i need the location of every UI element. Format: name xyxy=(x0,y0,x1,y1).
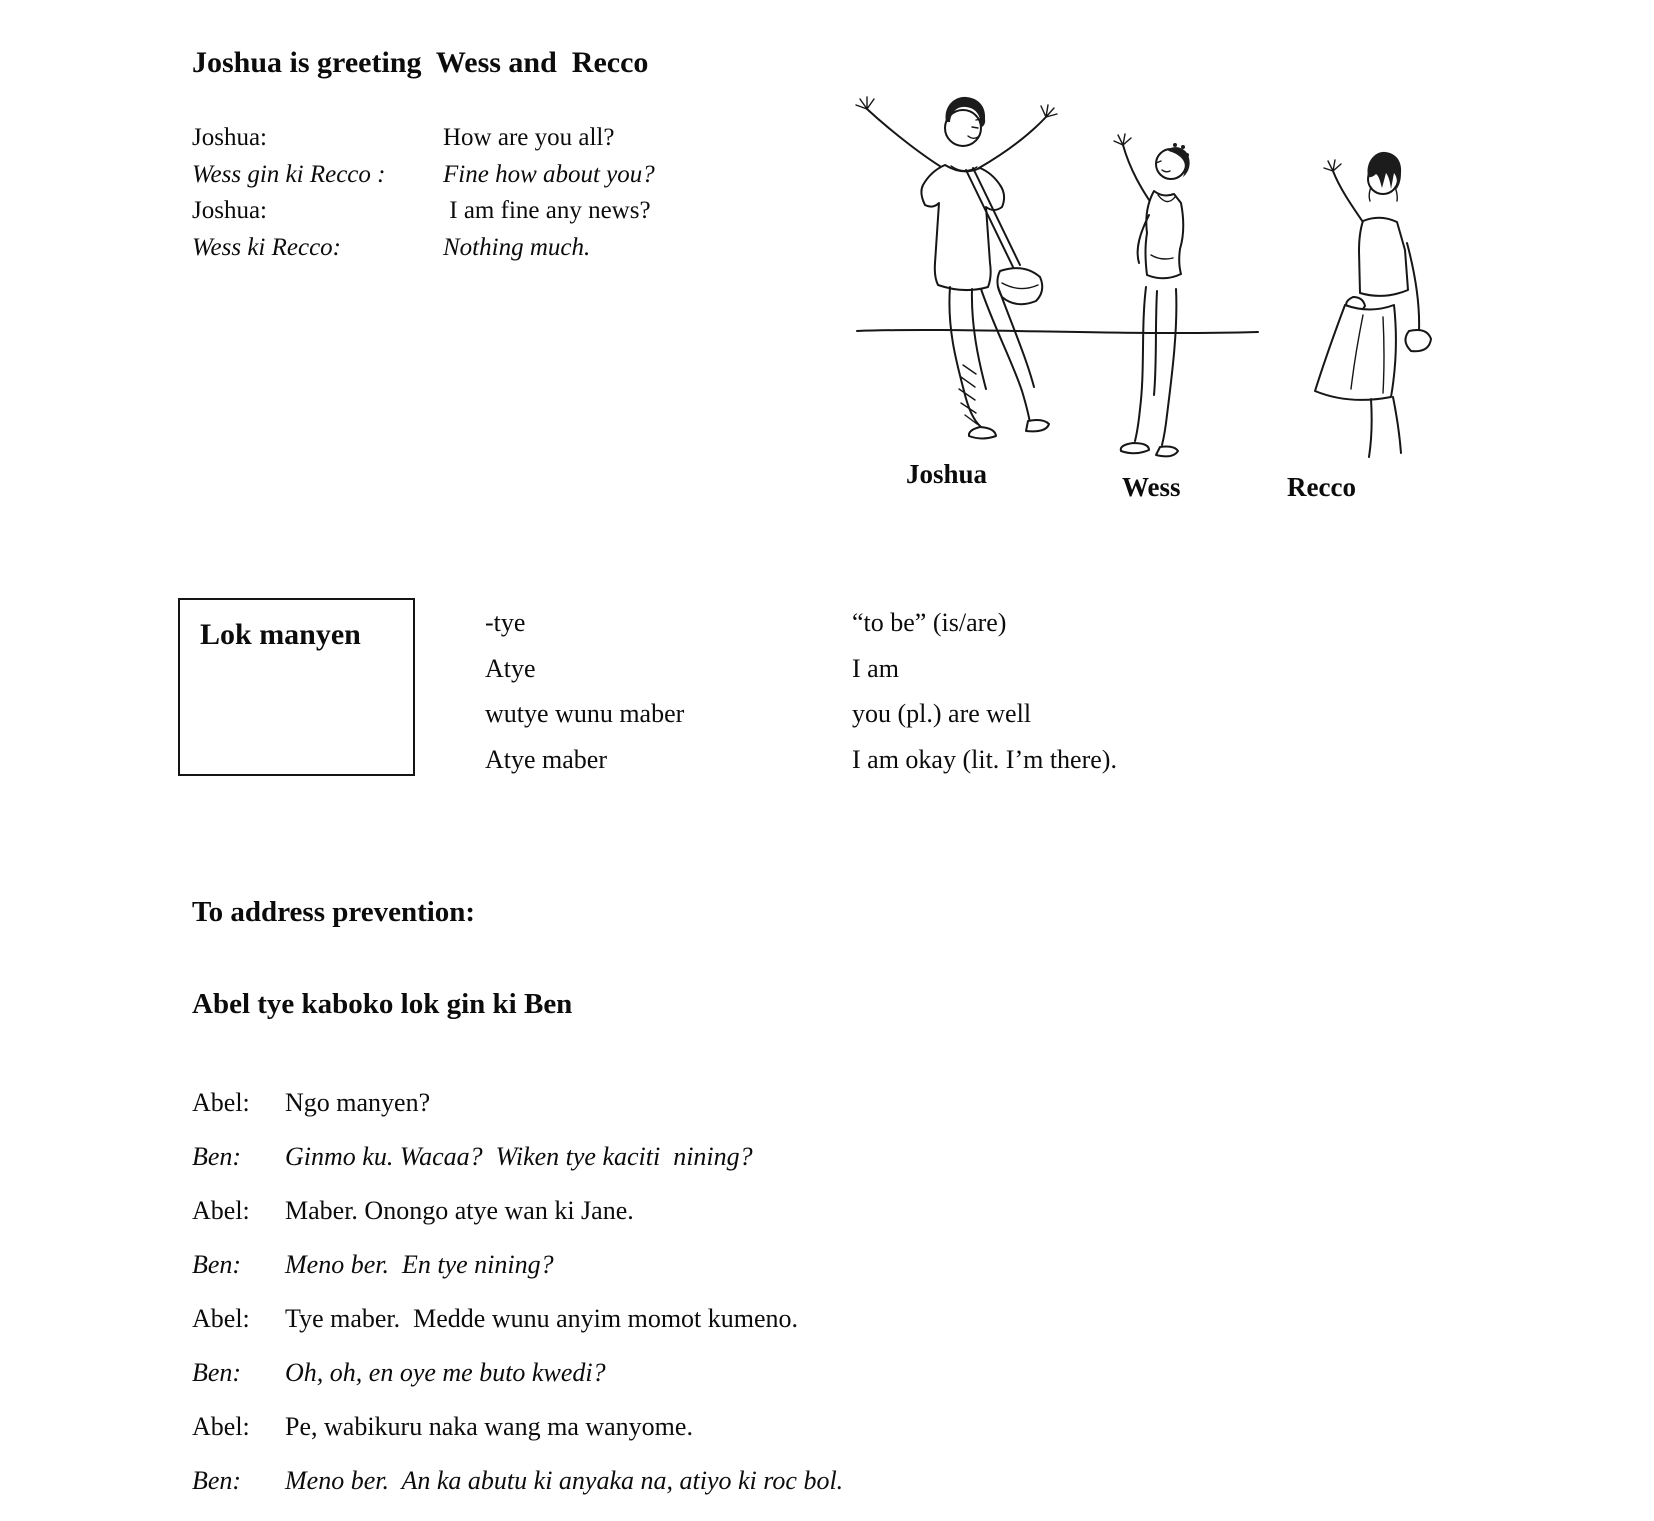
dialogue-speaker: Ben: xyxy=(192,1358,242,1387)
vocab-definition: “to be” (is/are) xyxy=(852,608,1007,637)
dialogue-text: Maber. Onongo atye wan ki Jane. xyxy=(285,1196,634,1225)
figure-label-wess: Wess xyxy=(1122,472,1181,502)
figure-recco xyxy=(1315,152,1431,457)
dialogue-line xyxy=(192,1400,1292,1454)
dialogue-text: How are you all? xyxy=(443,124,615,151)
vocab-term: -tye xyxy=(485,608,526,637)
dialogue-speaker: Ben: xyxy=(192,1142,242,1171)
dialogue-line xyxy=(192,1454,1292,1508)
dialogue-speaker: Abel: xyxy=(192,1412,250,1441)
vocab-definition: I am okay (lit. I’m there). xyxy=(852,744,1117,774)
vocab-entry xyxy=(485,691,1245,737)
dialogue-text: Tye maber. Medde wunu anyim momot kumeno. xyxy=(285,1304,799,1333)
dialogue-line xyxy=(192,1292,1292,1346)
vocab-definition: you (pl.) are well xyxy=(852,699,1032,728)
dialogue-text: Meno ber. An ka abutu ki anyaka na, atiyo ki roc bol. xyxy=(285,1466,844,1495)
dialogue2-heading: Abel tye kaboko lok gin ki Ben xyxy=(192,988,573,1020)
figure-joshua xyxy=(856,97,1057,439)
dialogue-speaker: Joshua: xyxy=(192,197,267,224)
vocab-entry xyxy=(485,646,1245,692)
dialogue-text: Oh, oh, en oye me buto kwedi? xyxy=(285,1358,606,1387)
greeting-illustration xyxy=(815,75,1440,465)
vocab-term: Atye maber xyxy=(485,744,608,774)
dialogue-speaker: Abel: xyxy=(192,1196,250,1225)
dialogue-speaker: Wess ki Recco: xyxy=(192,233,342,261)
dialogue-text: Ngo manyen? xyxy=(285,1088,431,1117)
vocab-list xyxy=(485,600,1245,782)
dialogue-line xyxy=(192,193,832,230)
dialogue-line xyxy=(192,1346,1292,1400)
dialogue-text: Pe, wabikuru naka wang ma wanyome. xyxy=(285,1412,693,1441)
dialogue-line xyxy=(192,120,832,157)
figure-wess xyxy=(1114,134,1190,456)
dialogue-speaker: Abel: xyxy=(192,1304,250,1333)
dialogue-line xyxy=(192,1130,1292,1184)
dialogue-greeting xyxy=(192,120,832,266)
dialogue-text: I am fine any news? xyxy=(443,197,651,224)
dialogue-speaker: Wess gin ki Recco : xyxy=(192,160,386,188)
page-title: Joshua is greeting Wess and Recco xyxy=(192,46,649,79)
dialogue-line xyxy=(192,157,832,194)
dialogue-speaker: Ben: xyxy=(192,1466,242,1495)
vocab-term: wutye wunu maber xyxy=(485,699,685,728)
dialogue-text: Ginmo ku. Wacaa? Wiken tye kaciti nining? xyxy=(285,1142,753,1171)
figure-label-recco: Recco xyxy=(1287,472,1356,502)
vocab-box-title: Lok manyen xyxy=(200,618,361,651)
dialogue-line xyxy=(192,1184,1292,1238)
ground-line xyxy=(857,330,1258,333)
figure-label-joshua: Joshua xyxy=(906,459,988,489)
dialogue-speaker: Joshua: xyxy=(192,124,267,151)
dialogue-speaker: Abel: xyxy=(192,1088,250,1117)
dialogue-speaker: Ben: xyxy=(192,1250,242,1279)
dialogue-text: Fine how about you? xyxy=(443,160,655,188)
vocab-definition: I am xyxy=(852,653,899,683)
vocab-term: Atye xyxy=(485,653,536,683)
vocab-entry xyxy=(485,737,1245,783)
dialogue-text: Meno ber. En tye nining? xyxy=(285,1250,554,1279)
dialogue-text: Nothing much. xyxy=(443,233,591,261)
dialogue-line xyxy=(192,1238,1292,1292)
dialogue-line xyxy=(192,1076,1292,1130)
dialogue-abel-ben xyxy=(192,1076,1292,1508)
prevention-heading: To address prevention: xyxy=(192,896,476,928)
vocab-box xyxy=(178,598,415,776)
dialogue-line xyxy=(192,230,832,267)
vocab-entry xyxy=(485,600,1245,646)
